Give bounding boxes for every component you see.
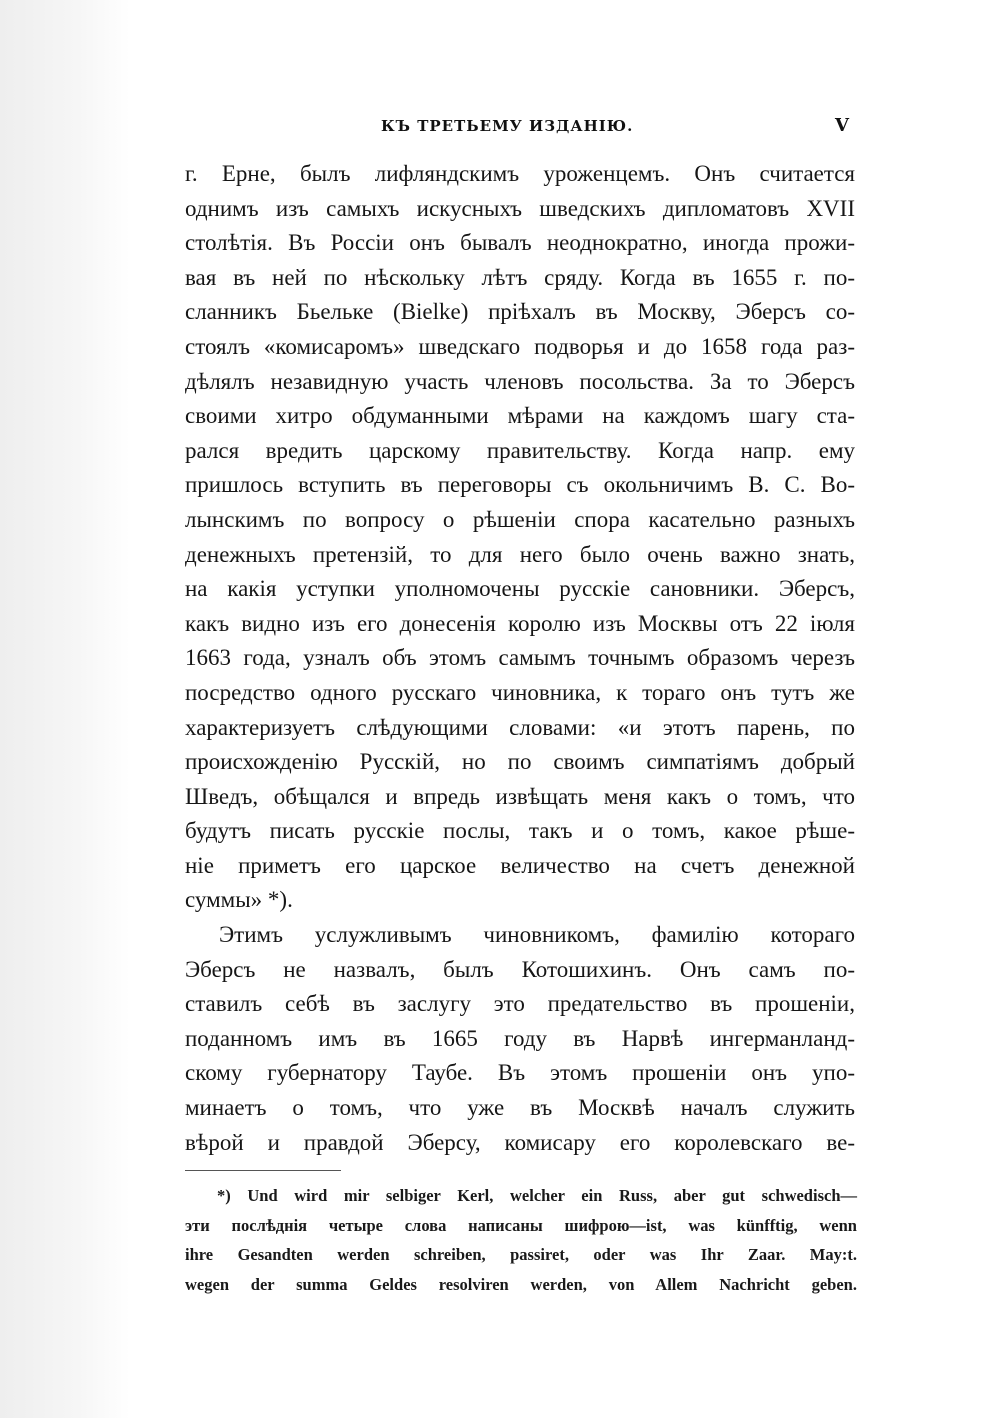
footnote [185,1181,857,1299]
text-line: денежныхъ претензій, то для него было очень важно знать, [185,541,855,567]
text-line: своими хитро обдуманными мѣрами на каждомъ шагу ста- [185,403,855,429]
page-gutter-shade [0,0,130,1418]
paragraph-start-line: Этимъ услужливымъ чиновникомъ, фамилію котораго [219,922,855,948]
text-line: будутъ писать русскіе послы, такъ и о томъ, какое рѣше- [185,818,855,844]
footnote-line: эти послѣднія четыре слова написаны шифрою—ist, was künfftig, wenn [185,1215,857,1235]
text-line: Эберсъ не назвалъ, былъ Котошихинъ. Онъ самъ по- [185,956,855,982]
text-line: рался вредить царскому правительству. Когда напр. ему [185,437,855,463]
footnote-line: ihre Gesandten werden schreiben, passiret, oder was Ihr Zaar. May:t. [185,1245,857,1265]
text-line: лынскимъ по вопросу о рѣшеніи спора касательно разныхъ [185,506,855,532]
text-line: скому губернатору Таубе. Въ этомъ прошеніи онъ упо- [185,1060,855,1086]
text-line: характеризуетъ слѣдующими словами: «и этотъ парень, по [185,714,855,740]
footnote-rule [185,1170,341,1171]
text-line: суммы» *). [185,887,293,913]
text-line: поданномъ имъ въ 1665 году въ Нарвѣ ингерманланд- [185,1025,855,1051]
text-line: столѣтія. Въ Россіи онъ бывалъ неоднократно, иногда прожи- [185,230,855,256]
text-line: вая въ ней по нѣскольку лѣтъ сряду. Когда въ 1655 г. по- [185,264,855,290]
text-line: посредство одного русскаго чиновника, к тораго онъ тутъ же [185,679,855,705]
text-line: пришлось вступить въ переговоры съ окольничимъ В. С. Во- [185,472,855,498]
footnote-line: wegen der summa Geldes resolviren werden, von Allem Nachricht geben. [185,1274,857,1294]
text-line: вѣрой и правдой Эберсу, комисару его королевскаго ве- [185,1129,855,1155]
text-line: на какія уступки уполномочены русскіе сановники. Эберсъ, [185,576,855,602]
text-line: стоялъ «комисаромъ» шведскаго подворья и до 1658 года раз- [185,333,855,359]
text-line: ставилъ себѣ въ заслугу это предательство въ прошеніи, [185,991,855,1017]
text-line: Шведъ, обѣщался и впредь извѣщать меня какъ о томъ, что [185,783,855,809]
text-line: г. Ерне, былъ лифляндскимъ уроженцемъ. Онъ считается [185,161,855,186]
text-line: 1663 года, узналъ объ этомъ самымъ точнымъ образомъ черезъ [185,645,855,671]
running-head: КЪ ТРЕТЬЕМУ ИЗДАНІЮ. [381,117,634,135]
page-number: V [835,115,849,136]
text-line: однимъ изъ самыхъ искусныхъ шведскихъ дипломатовъ XVII [185,195,855,221]
footnote-line: *) Und wird mir selbiger Kerl, welcher ein Russ, aber gut schwedisch— [217,1186,857,1205]
body-text [185,157,855,1160]
text-line: дѣлялъ незавидную участь членовъ посольства. За то Эберсъ [185,368,855,394]
text-line: происхожденію Русскій, но по своимъ симпатіямъ добрый [185,749,855,775]
page-header [185,117,855,141]
text-line: минаетъ о томъ, что уже въ Москвѣ началъ служить [185,1095,855,1121]
text-line: какъ видно изъ его донесенія королю изъ Москвы отъ 22 іюля [185,610,855,636]
text-line: сланникъ Бьельке (Bielke) пріѣхалъ въ Москву, Эберсъ со- [185,299,855,325]
text-line: ніе приметъ его царское величество на счетъ денежной [185,852,855,878]
